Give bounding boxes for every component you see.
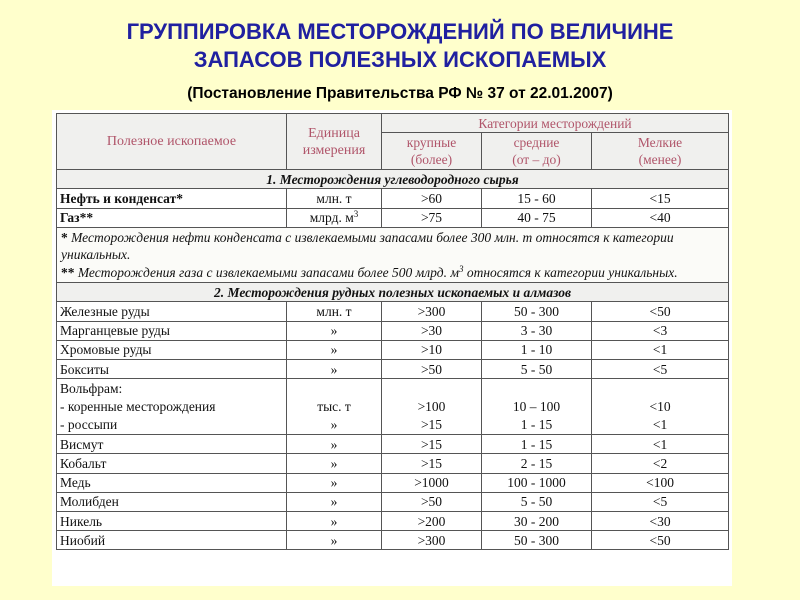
small-cell: <2 [592, 454, 729, 473]
small-cell: <40 [592, 208, 729, 227]
medium-cell: 5 - 50 [482, 360, 592, 379]
table-row [57, 321, 729, 340]
small-cell: <3 [592, 321, 729, 340]
small-cell: <50 [592, 531, 729, 550]
table-row [57, 189, 729, 208]
tungsten-unit2: » [330, 417, 338, 433]
table-row [57, 492, 729, 511]
small-cell: <1 [592, 340, 729, 359]
large-cell: >10 [382, 340, 482, 359]
header-categories: Категории месторождений [382, 114, 729, 133]
table-row [57, 511, 729, 530]
footnote-gas [61, 264, 724, 282]
unit-superscript: 3 [353, 209, 359, 220]
table-sheet [52, 110, 732, 586]
unit-cell: » [287, 473, 382, 492]
table-row [57, 340, 729, 359]
large-cell: >300 [382, 302, 482, 321]
mineral-name [57, 379, 287, 435]
footnote-text: Месторождения газа с извлекаемыми запасами более 500 млрд. м [74, 264, 459, 280]
large-cell: >75 [382, 208, 482, 227]
small-cell: <1 [592, 435, 729, 454]
footnote-cell [57, 227, 729, 283]
mineral-name: Железные руды [57, 302, 287, 321]
medium-cell: 5 - 50 [482, 492, 592, 511]
tungsten-large2: >15 [420, 417, 443, 433]
header-small-line1: Мелкие [637, 135, 683, 151]
unit-cell: » [287, 511, 382, 530]
unit-cell: млн. т [287, 189, 382, 208]
medium-cell [482, 379, 592, 435]
mineral-name: Молибден [57, 492, 287, 511]
table-row [57, 360, 729, 379]
footnote-text: Месторождения нефти конденсата с извлекаемыми запасами более 300 млн. т относятся к категории уникальных. [61, 229, 674, 263]
header-medium [482, 133, 592, 170]
header-large-line2: (более) [410, 152, 453, 168]
medium-cell: 2 - 15 [482, 454, 592, 473]
table-row [57, 531, 729, 550]
large-cell: >1000 [382, 473, 482, 492]
tungsten-large1: >100 [417, 399, 446, 415]
unit-text: млрд. м [309, 210, 354, 226]
mineral-name: Газ** [57, 208, 287, 227]
header-medium-line1: средние [513, 135, 560, 151]
large-cell: >200 [382, 511, 482, 530]
tungsten-medium1: 10 – 100 [512, 399, 561, 415]
title-line-1: ГРУППИРОВКА МЕСТОРОЖДЕНИЙ ПО ВЕЛИЧИНЕ [126, 19, 674, 44]
mineral-name: Висмут [57, 435, 287, 454]
small-cell: <100 [592, 473, 729, 492]
table-row [57, 454, 729, 473]
tungsten-title: Вольфрам: [60, 381, 123, 397]
tungsten-unit1: тыс. т [317, 399, 351, 415]
medium-cell: 1 - 10 [482, 340, 592, 359]
large-cell: >50 [382, 492, 482, 511]
mineral-name: Медь [57, 473, 287, 492]
medium-cell: 1 - 15 [482, 435, 592, 454]
section-2-title: 2. Месторождения рудных полезных ископаемых и алмазов [57, 283, 729, 302]
unit-cell: » [287, 454, 382, 473]
small-cell: <5 [592, 492, 729, 511]
small-cell: <15 [592, 189, 729, 208]
mineral-name: Хромовые руды [57, 340, 287, 359]
title-line-2: ЗАПАСОВ ПОЛЕЗНЫХ ИСКОПАЕМЫХ [193, 47, 607, 72]
table-row [57, 435, 729, 454]
medium-cell: 100 - 1000 [482, 473, 592, 492]
table-row [57, 302, 729, 321]
footnote-mark: ** [61, 264, 75, 280]
large-cell [382, 379, 482, 435]
large-cell: >50 [382, 360, 482, 379]
large-cell: >30 [382, 321, 482, 340]
unit-cell [287, 208, 382, 227]
page-title [0, 18, 800, 74]
small-cell: <30 [592, 511, 729, 530]
mineral-name: Нефть и конденсат* [57, 189, 287, 208]
footnote-mark: * [61, 229, 68, 245]
unit-cell [287, 379, 382, 435]
mineral-name: Кобальт [57, 454, 287, 473]
unit-cell: » [287, 531, 382, 550]
header-small-line2: (менее) [638, 152, 682, 168]
large-cell: >300 [382, 531, 482, 550]
mineral-name: Марганцевые руды [57, 321, 287, 340]
medium-cell: 30 - 200 [482, 511, 592, 530]
medium-cell: 50 - 300 [482, 531, 592, 550]
deposits-table [56, 113, 729, 550]
footnote-oil [61, 229, 724, 264]
footnote-text: относятся к категории уникальных. [463, 264, 678, 280]
table-row [57, 379, 729, 435]
header-large [382, 133, 482, 170]
unit-cell: » [287, 435, 382, 454]
tungsten-small1: <10 [649, 399, 671, 415]
unit-cell: » [287, 360, 382, 379]
unit-cell: млн. т [287, 302, 382, 321]
mineral-name: Никель [57, 511, 287, 530]
tungsten-sub1: - коренные месторождения [60, 399, 216, 415]
header-mineral: Полезное ископаемое [57, 114, 287, 170]
header-unit [287, 114, 382, 170]
large-cell: >15 [382, 435, 482, 454]
large-cell: >60 [382, 189, 482, 208]
table-row [57, 473, 729, 492]
section-1-title: 1. Месторождения углеводородного сырья [57, 170, 729, 189]
header-unit-line2: измерения [302, 142, 366, 158]
tungsten-sub2: - россыпи [60, 417, 118, 433]
mineral-name: Ниобий [57, 531, 287, 550]
subtitle: (Постановление Правительства РФ № 37 от 22.01.2007) [187, 85, 613, 102]
medium-cell: 15 - 60 [482, 189, 592, 208]
unit-cell: » [287, 340, 382, 359]
unit-cell: » [287, 492, 382, 511]
header-small [592, 133, 729, 170]
medium-cell: 50 - 300 [482, 302, 592, 321]
tungsten-small2: <1 [652, 417, 668, 433]
small-cell: <5 [592, 360, 729, 379]
small-cell [592, 379, 729, 435]
medium-cell: 40 - 75 [482, 208, 592, 227]
header-large-line1: крупные [406, 135, 457, 151]
mineral-name: Бокситы [57, 360, 287, 379]
footnote-superscript: 3 [458, 263, 464, 274]
large-cell: >15 [382, 454, 482, 473]
small-cell: <50 [592, 302, 729, 321]
table-header [57, 114, 729, 170]
table-row [57, 208, 729, 227]
medium-cell: 3 - 30 [482, 321, 592, 340]
header-medium-line2: (от – до) [512, 152, 561, 168]
unit-cell: » [287, 321, 382, 340]
header-unit-line1: Единица [308, 125, 360, 141]
tungsten-medium2: 1 - 15 [520, 417, 553, 433]
